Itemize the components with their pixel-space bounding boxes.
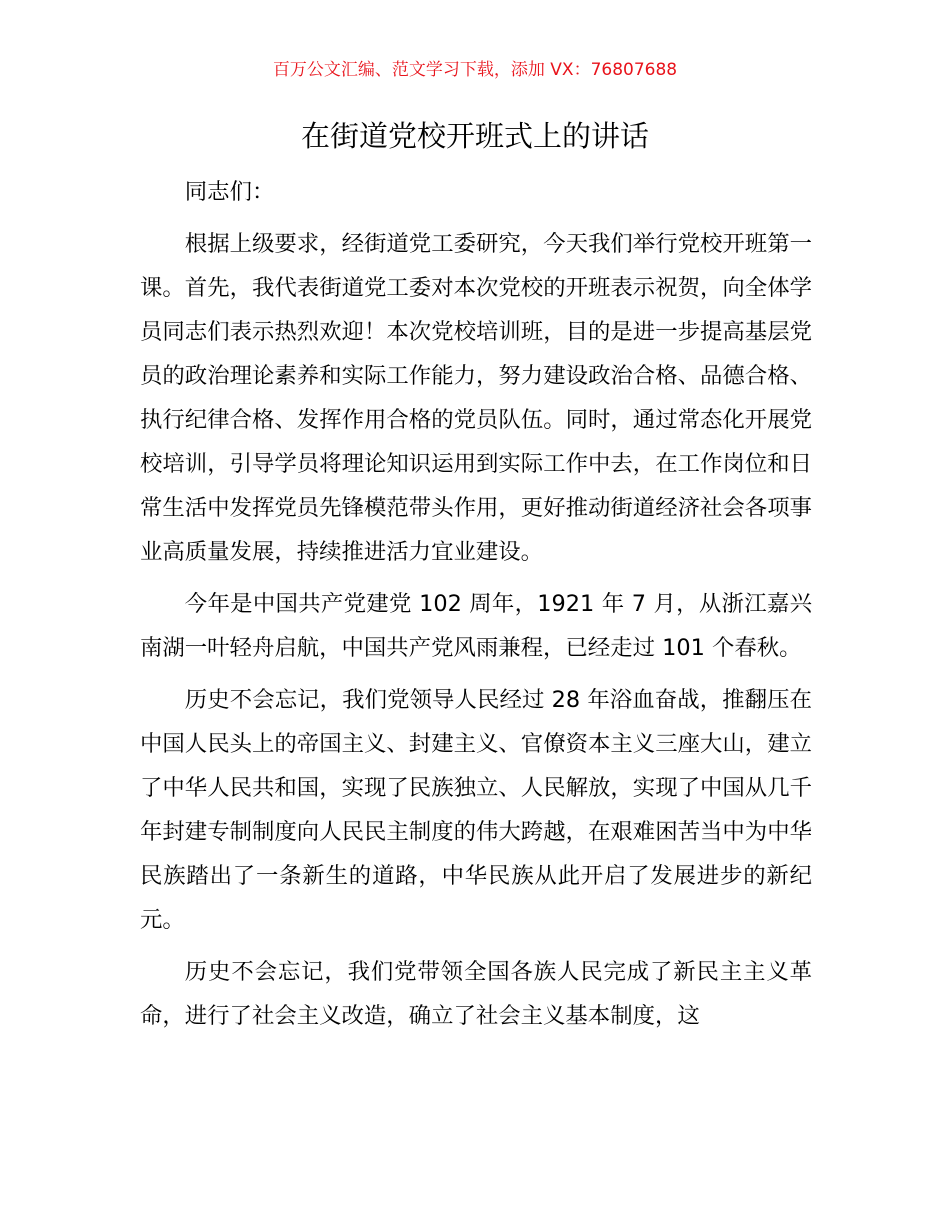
- document-body: [140, 170, 812, 1046]
- paragraph-2: 今年是中国共产党建党 102 周年，1921 年 7 月，从浙江嘉兴南湖一叶轻舟启航，中国共产党风雨兼程，已经走过 101 个春秋。: [140, 591, 812, 661]
- document-title: 在街道党校开班式上的讲话: [300, 119, 649, 153]
- salutation: 同志们：: [184, 179, 275, 205]
- paragraph-1: 根据上级要求，经街道党工委研究，今天我们举行党校开班第一课。首先，我代表街道党工委对本次党校的开班表示祝贺，向全体学员同志们表示热烈欢迎！本次党校培训班，目的是进一步提高基层党员的政治理论素养和实际工作能力，努力建设政治合格、品德合格、执行纪律合格、发挥作用合格的党员队伍。同时，通过常态化开展党校培训，引导学员将理论知识运用到实际工作中去，在工作岗位和日常生活中发挥党员先锋模范带头作用，更好推动街道经济社会各项事业高质量发展，持续推进活力宜业建设。: [140, 231, 812, 565]
- paragraph-4: 历史不会忘记，我们党带领全国各族人民完成了新民主主义革命，进行了社会主义改造，确立了社会主义基本制度，这: [140, 959, 812, 1029]
- watermark-banner: 百万公文汇编、范文学习下载，添加 VX：76807688: [272, 60, 678, 80]
- paragraph-3: 历史不会忘记，我们党领导人民经过 28 年浴血奋战，推翻压在中国人民头上的帝国主义、封建主义、官僚资本主义三座大山，建立了中华人民共和国，实现了民族独立、人民解放，实现了中国从几千年封建专制制度向人民民主制度的伟大跨越，在艰难困苦当中为中华民族踏出了一条新生的道路，中华民族从此开启了发展进步的新纪元。: [140, 687, 812, 933]
